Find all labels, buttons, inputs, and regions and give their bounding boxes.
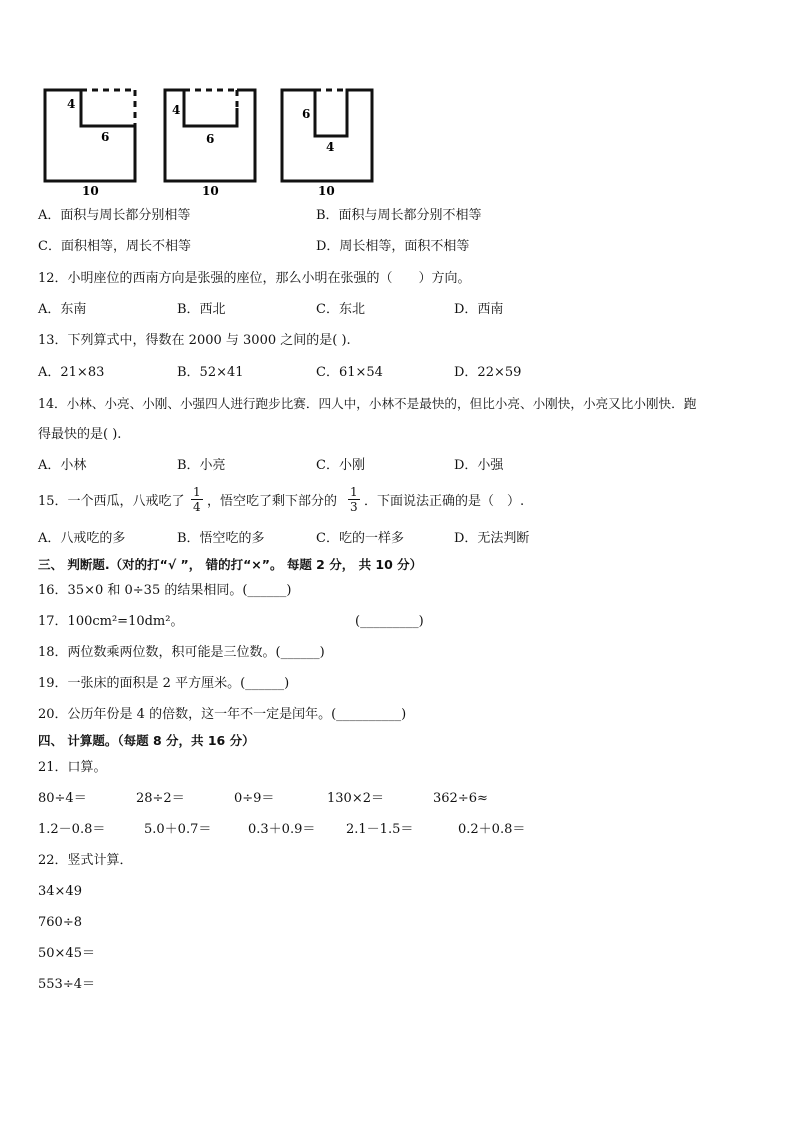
q12-option-d: D．西南: [454, 302, 504, 317]
q14-text-line1: 14．小林、小亮、小刚、小强四人进行跑步比赛．四人中，小林不是最快的，但比小亮、小刚快，小亮又比小刚快．跑: [38, 396, 697, 411]
section-3-heading: 三、 判断题.（对的打“√ ”， 错的打“×”。 每题 2 分， 共 10 分）: [38, 557, 423, 572]
q15-text-part2: ，悟空吃了剩下部分的: [207, 494, 338, 509]
figure-2-label-inner: 6: [206, 132, 215, 146]
q13-option-a: A．21×83: [38, 365, 105, 380]
q17-answer-blank: (_________): [355, 614, 424, 629]
oral-calc-item: 0÷9＝: [234, 791, 275, 806]
oral-calc-item: 0.2＋0.8＝: [458, 822, 526, 837]
q14-option-b: B．小亮: [177, 458, 226, 473]
q13-option-b: B．52×41: [177, 365, 244, 380]
vertical-calc-item: 760÷8: [38, 915, 82, 930]
figure-1-label-top: 4: [67, 97, 76, 111]
q13-text: 13．下列算式中，得数在 2000 与 3000 之间的是( ).: [38, 333, 351, 348]
q14-option-d: D．小强: [454, 458, 504, 473]
q15-text-part3: ．下面说法正确的是（ ）.: [364, 494, 525, 509]
q15-text-part1: 15．一个西瓜，八戒吃了: [38, 494, 185, 509]
q14-option-c: C．小刚: [316, 458, 365, 473]
fraction-2-numerator: 1: [350, 485, 358, 499]
vertical-calc-item: 50×45＝: [38, 946, 95, 961]
figure-3-label-inner: 4: [326, 140, 335, 154]
fraction-1-numerator: 1: [193, 485, 201, 499]
figure-3-label-top: 6: [302, 107, 311, 121]
oral-calc-item: 0.3＋0.9＝: [248, 822, 316, 837]
oral-calc-item: 130×2＝: [327, 791, 384, 806]
q13-option-d: D．22×59: [454, 365, 522, 380]
oral-calc-item: 2.1－1.5＝: [346, 822, 414, 837]
figure-2-label-top: 4: [172, 103, 181, 117]
oral-calc-item: 362÷6≈: [433, 791, 488, 806]
vertical-calc-item: 553÷4＝: [38, 977, 95, 992]
figure-1: [45, 90, 135, 198]
q12-option-a: A．东南: [38, 302, 87, 317]
figure-2-notch: [184, 90, 237, 126]
q13-option-c: C．61×54: [316, 365, 383, 380]
q14-text-line2: 得最快的是( ).: [38, 427, 122, 442]
q21-text: 21．口算。: [38, 760, 107, 775]
figure-2: [165, 90, 255, 198]
q18-text: 18．两位数乘两位数，积可能是三位数。(______): [38, 645, 325, 660]
q16-text: 16．35×0 和 0÷35 的结果相同。(______): [38, 583, 292, 598]
figure-2-label-bottom: 10: [202, 184, 219, 198]
q15-fraction-1: [191, 485, 203, 514]
shape-figures: [0, 0, 794, 200]
figure-3-outline: [282, 90, 372, 181]
vertical-calc-item: 34×49: [38, 884, 82, 899]
q12-text: 12．小明座位的西南方向是张强的座位，那么小明在张强的（ ）方向。: [38, 271, 471, 286]
fraction-1-denominator: 4: [193, 500, 201, 514]
figure-3: [282, 90, 372, 198]
q11-option-a: A．面积与周长都分别相等: [38, 208, 191, 223]
oral-calc-item: 80÷4＝: [38, 791, 87, 806]
q15-option-c: C．吃的一样多: [316, 531, 404, 546]
q15-option-d: D．无法判断: [454, 531, 530, 546]
oral-calc-item: 5.0＋0.7＝: [144, 822, 212, 837]
section-4-heading: 四、 计算题。（每题 8 分，共 16 分）: [38, 733, 255, 748]
figure-1-label-bottom: 10: [82, 184, 99, 198]
figure-1-label-inner: 6: [101, 130, 110, 144]
q17-text: 17．100cm²=10dm²。: [38, 614, 184, 629]
oral-calc-item: 1.2－0.8＝: [38, 822, 106, 837]
q12-option-c: C．东北: [316, 302, 365, 317]
q20-text: 20．公历年份是 4 的倍数，这一年不一定是闰年。(__________): [38, 707, 407, 722]
q11-option-b: B．面积与周长都分别不相等: [316, 208, 482, 223]
q14-option-a: A．小林: [38, 458, 87, 473]
oral-calc-item: 28÷2＝: [136, 791, 185, 806]
fraction-2-denominator: 3: [350, 500, 358, 514]
q15-option-a: A．八戒吃的多: [38, 531, 126, 546]
q22-text: 22．竖式计算．: [38, 853, 133, 868]
q11-option-c: C．面积相等，周长不相等: [38, 239, 191, 254]
q19-text: 19．一张床的面积是 2 平方厘米。(______): [38, 676, 290, 691]
figure-3-label-bottom: 10: [318, 184, 335, 198]
figure-1-outline: [45, 90, 135, 181]
q11-option-d: D．周长相等，面积不相等: [316, 239, 470, 254]
q12-option-b: B．西北: [177, 302, 226, 317]
q15-option-b: B．悟空吃的多: [177, 531, 265, 546]
q15-fraction-2: [348, 485, 360, 514]
